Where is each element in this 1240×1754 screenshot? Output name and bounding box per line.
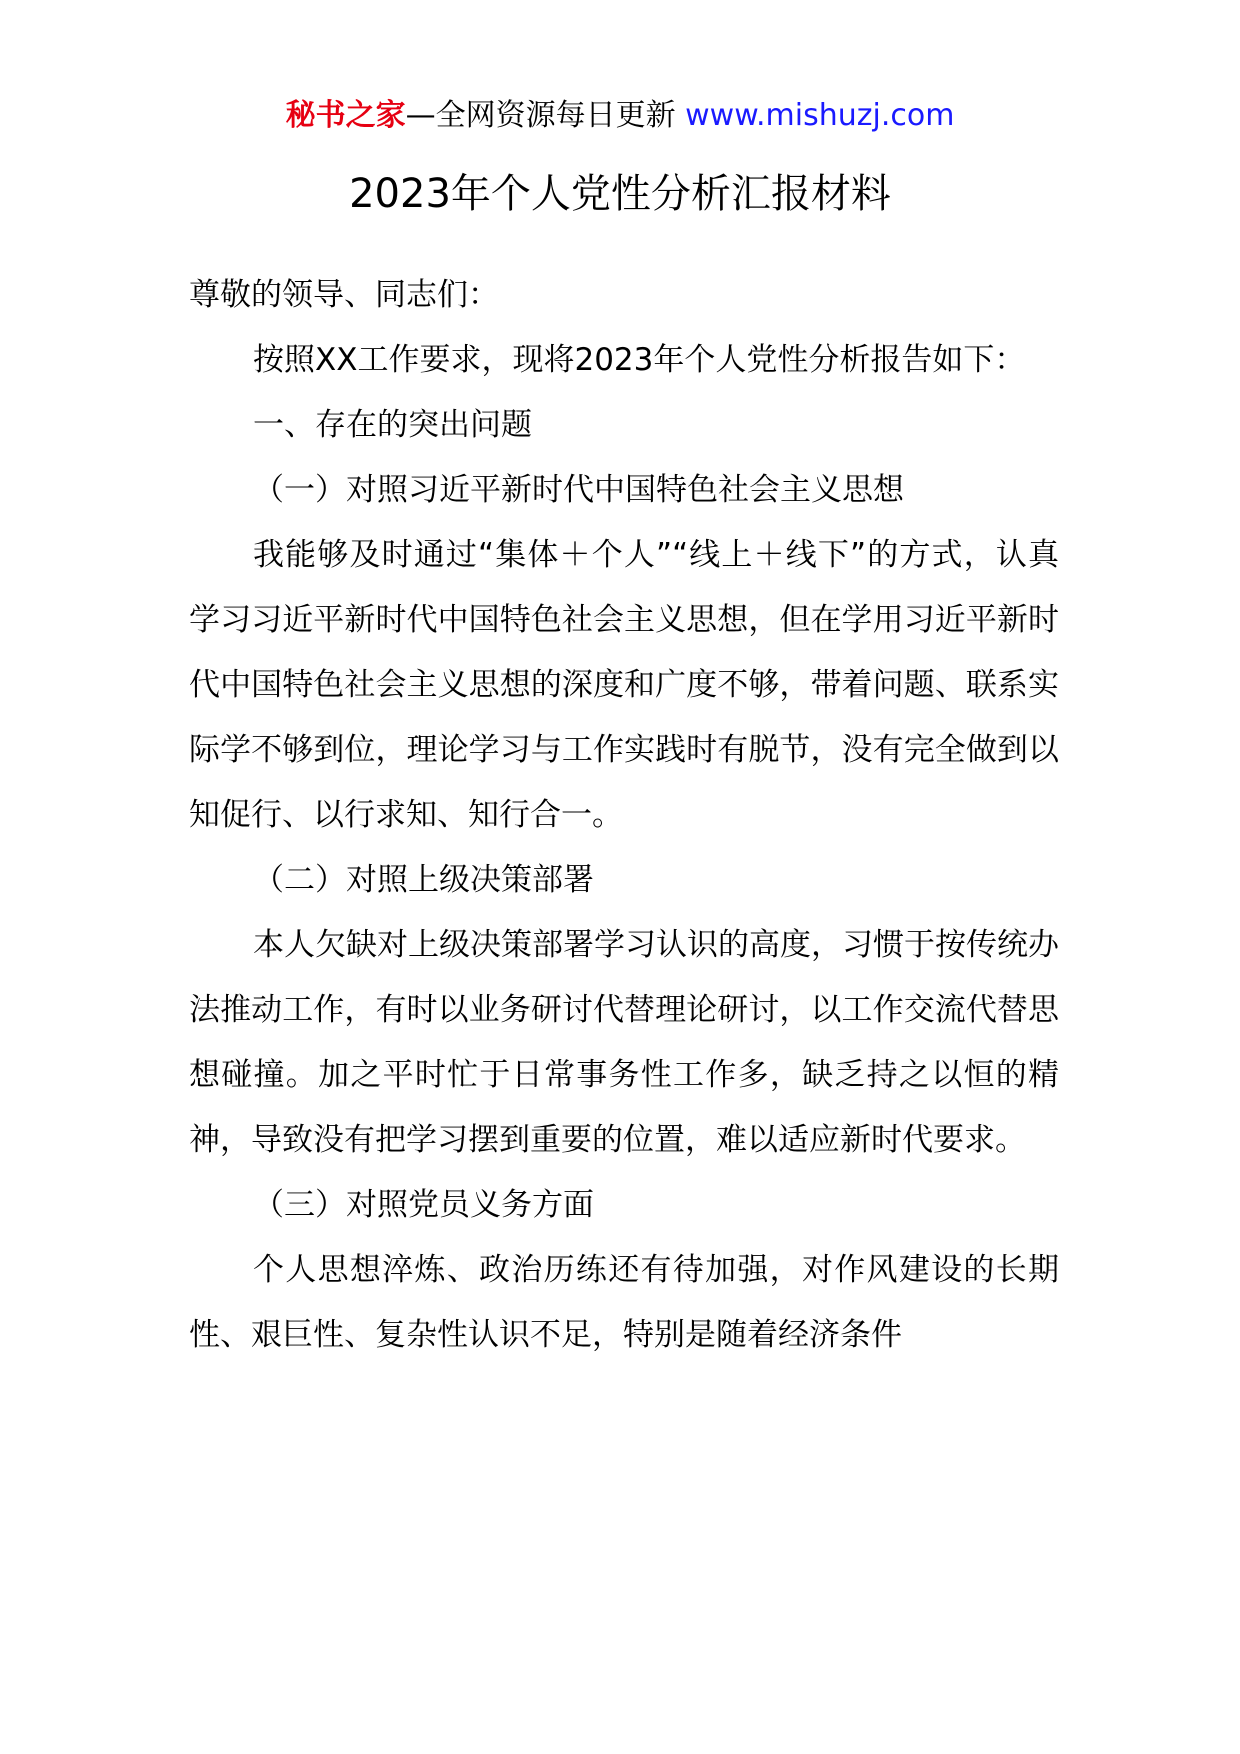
- document-body: [189, 263, 1059, 1368]
- salutation: 尊敬的领导、同志们：: [189, 277, 499, 313]
- site-url-link[interactable]: www.mishuzj.com: [685, 98, 955, 133]
- header-slogan: —全网资源每日更新: [405, 98, 676, 133]
- intro-paragraph: 按照XX工作要求，现将2023年个人党性分析报告如下：: [253, 342, 1026, 378]
- site-header: [0, 96, 1240, 136]
- subsection-body-1: 我能够及时通过“集体＋个人”“线上＋线下”的方式，认真学习习近平新时代中国特色社会主义思想，但在学用习近平新时代中国特色社会主义思想的深度和广度不够，带着问题、联系实际学不够到位，理论学习与工作实践时有脱节，没有完全做到以知促行、以行求知、知行合一。: [189, 537, 1059, 833]
- brand-name: 秘书之家: [285, 98, 406, 133]
- subsection-body-3: 个人思想淬炼、政治历练还有待加强，对作风建设的长期性、艰巨性、复杂性认识不足，特别是随着经济条件: [189, 1252, 1059, 1353]
- subsection-body-2: 本人欠缺对上级决策部署学习认识的高度，习惯于按传统办法推动工作，有时以业务研讨代替理论研讨，以工作交流代替思想碰撞。加之平时忙于日常事务性工作多，缺乏持之以恒的精神，导致没有把学习摆到重要的位置，难以适应新时代要求。: [189, 927, 1059, 1158]
- section-heading-1: 一、存在的突出问题: [253, 407, 532, 443]
- subsection-heading-1: （一）对照习近平新时代中国特色社会主义思想: [253, 472, 904, 508]
- document-title: 2023年个人党性分析汇报材料: [349, 171, 891, 217]
- subsection-heading-2: （二）对照上级决策部署: [253, 862, 594, 898]
- subsection-heading-3: （三）对照党员义务方面: [253, 1187, 594, 1223]
